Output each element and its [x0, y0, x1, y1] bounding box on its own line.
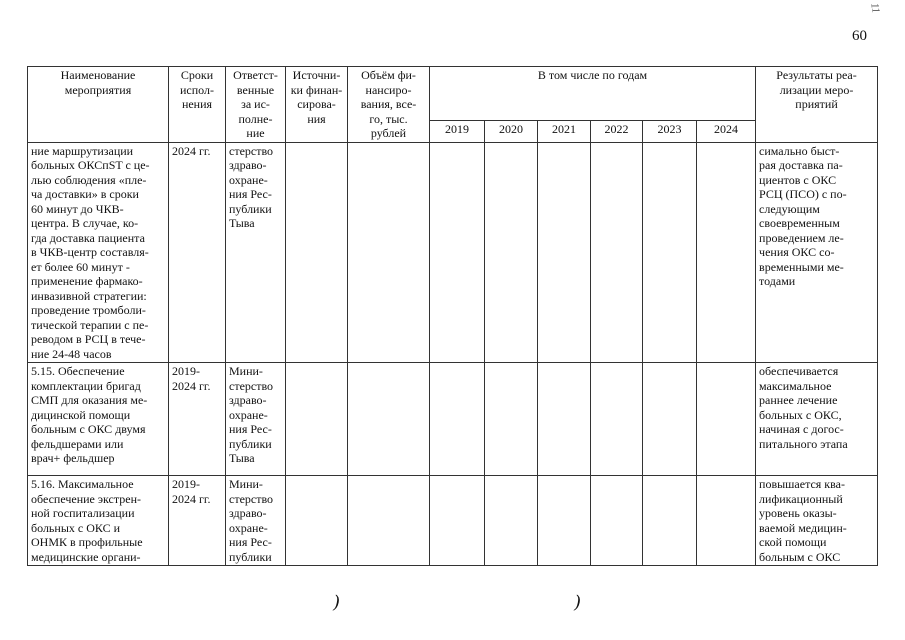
row-result: повышается ква- лификационный уровень оказы- ваемой медицин- ской помощи больным с ОКС	[756, 476, 878, 566]
margin-mark-right: )	[574, 592, 582, 613]
row-year-cell	[538, 476, 591, 566]
row-result: обеспечивается максимальное раннее лечение больных с ОКС, начиная с догос- питального этапа	[756, 363, 878, 476]
row-name: 5.15. Обеспечение комплектации бригад СМП для оказания ме- дицинской помощи больным с ОКС двумя фельдшерами или врач+ фельдшер	[28, 363, 169, 476]
margin-mark-left: )	[333, 592, 341, 613]
row-responsible: стерство здраво- охране- ния Рес- публики Тыва	[226, 142, 286, 363]
header-year-2022: 2022	[591, 120, 643, 142]
row-name: ние маршрутизации больных ОКСпST с це- лью соблюдения «пле- ча доставки» в сроки 60 минут до ЧКВ- центра. В случае, ко- гда доставка пациента в ЧКВ-центр составля- ет более 60 минут - применение фармако- инвазивной стратегии: проведение тромболи- тической терапии с пе- реводом в РСЦ в тече- ние 24-48 часов	[28, 142, 169, 363]
header-sources: Источни- ки финан- сирова- ния	[286, 67, 348, 143]
row-year-cell	[430, 476, 485, 566]
row-year-cell	[591, 476, 643, 566]
page-number: 60	[852, 28, 867, 44]
row-terms: 2019- 2024 гг.	[169, 363, 226, 476]
header-year-2023: 2023	[643, 120, 697, 142]
row-volume	[348, 363, 430, 476]
header-year-2021: 2021	[538, 120, 591, 142]
row-year-cell	[430, 142, 485, 363]
row-year-cell	[697, 363, 756, 476]
row-year-cell	[485, 363, 538, 476]
row-terms: 2024 гг.	[169, 142, 226, 363]
row-responsible: Мини- стерство здраво- охране- ния Рес- публики	[226, 476, 286, 566]
row-result: симально быст- рая доставка па- циентов с ОКС РСЦ (ПСО) с по- следующим своевременным проведением ле- чения ОКС со- временными ме- тодами	[756, 142, 878, 363]
row-year-cell	[643, 363, 697, 476]
header-year-2024: 2024	[697, 120, 756, 142]
row-sources	[286, 142, 348, 363]
table-row	[28, 142, 878, 363]
header-year-2020: 2020	[485, 120, 538, 142]
row-year-cell	[591, 363, 643, 476]
row-year-cell	[485, 142, 538, 363]
row-year-cell	[538, 363, 591, 476]
table-row	[28, 363, 878, 476]
row-volume	[348, 476, 430, 566]
row-sources	[286, 363, 348, 476]
row-year-cell	[591, 142, 643, 363]
activities-table	[27, 66, 878, 566]
header-year-2019: 2019	[430, 120, 485, 142]
row-volume	[348, 142, 430, 363]
header-results: Результаты реа- лизации меро- приятий	[756, 67, 878, 143]
table-row	[28, 476, 878, 566]
corner-handwritten-mark: 11	[868, 2, 882, 15]
row-year-cell	[643, 476, 697, 566]
row-year-cell	[697, 142, 756, 363]
row-year-cell	[643, 142, 697, 363]
header-responsible: Ответст- венные за ис- полне- ние	[226, 67, 286, 143]
row-responsible: Мини- стерство здраво- охране- ния Рес- публики Тыва	[226, 363, 286, 476]
row-sources	[286, 476, 348, 566]
row-year-cell	[485, 476, 538, 566]
row-year-cell	[697, 476, 756, 566]
header-volume: Объём фи- нансиро- вания, все- го, тыс. рублей	[348, 67, 430, 143]
row-name: 5.16. Максимальное обеспечение экстрен- ной госпитализации больных с ОКС и ОНМК в профильные медицинские органи-	[28, 476, 169, 566]
row-year-cell	[430, 363, 485, 476]
header-terms: Сроки испол- нения	[169, 67, 226, 143]
header-by-years: В том числе по годам	[430, 67, 756, 121]
row-terms: 2019- 2024 гг.	[169, 476, 226, 566]
row-year-cell	[538, 142, 591, 363]
header-name: Наименование мероприятия	[28, 67, 169, 143]
